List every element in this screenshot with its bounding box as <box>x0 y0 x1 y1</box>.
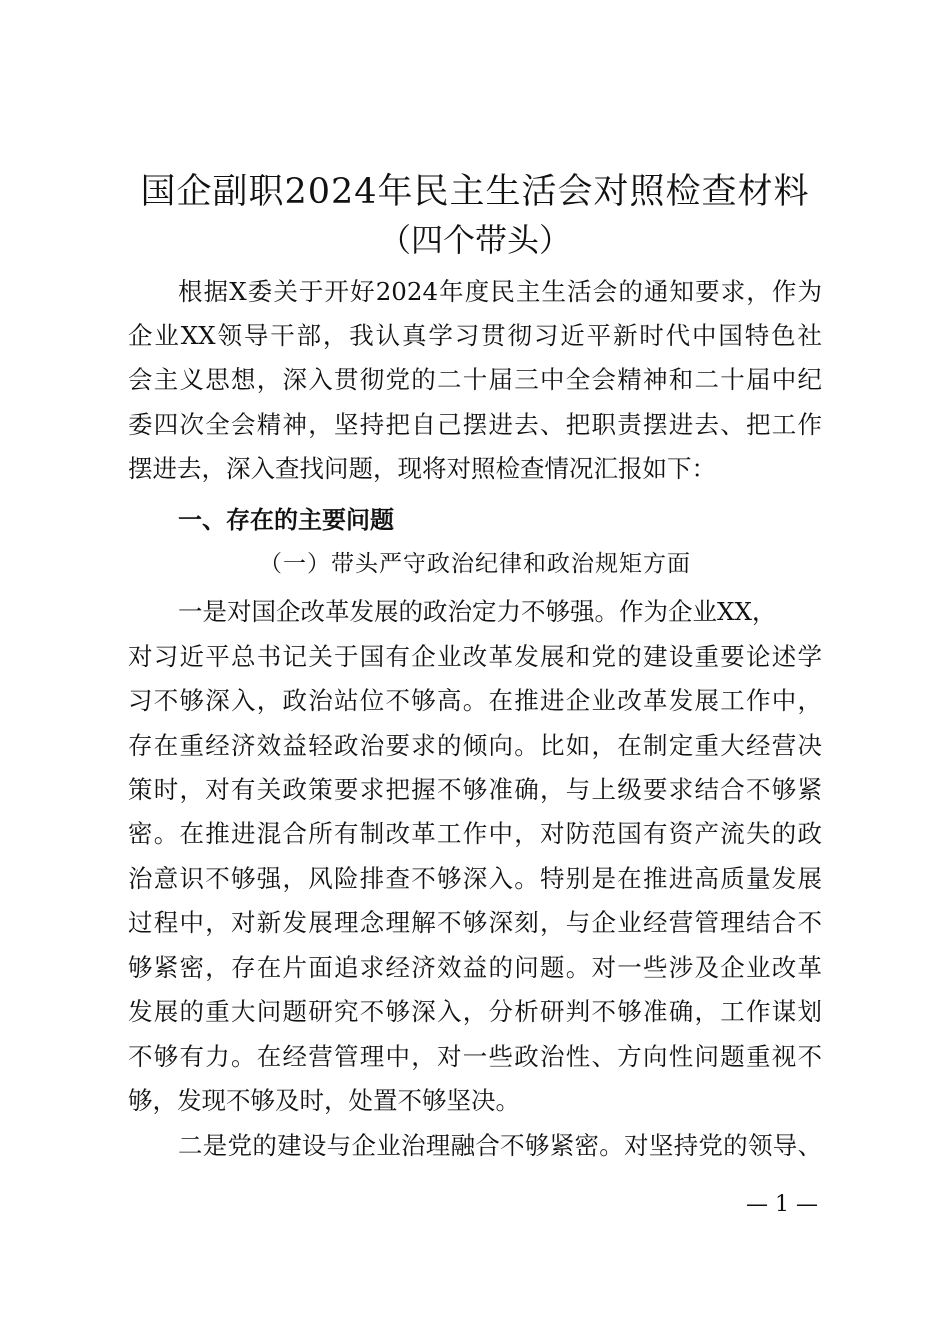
paragraph-line: 存在重经济效益轻政治要求的倾向。比如，在制定重大经营决 <box>128 731 822 760</box>
paragraph-line: 过程中，对新发展理念理解不够深刻，与企业经营管理结合不 <box>128 908 822 937</box>
intro-line: 会主义思想，深入贯彻党的二十届三中全会精神和二十届中纪 <box>128 365 822 394</box>
paragraph-line: 治意识不够强，风险排查不够深入。特别是在推进高质量发展 <box>128 864 822 893</box>
paragraph-line: 发展的重大问题研究不够深入，分析研判不够准确，工作谋划 <box>128 997 822 1026</box>
subsection-heading: （一）带头严守政治纪律和政治规矩方面 <box>259 551 691 577</box>
intro-line: 委四次全会精神，坚持把自己摆进去、把职责摆进去、把工作 <box>128 410 822 439</box>
intro-line: 根据X委关于开好2024年度民主生活会的通知要求，作为 <box>178 277 822 306</box>
section-heading: 一、存在的主要问题 <box>178 506 394 534</box>
paragraph-line: 够紧密，存在片面追求经济效益的问题。对一些涉及企业改革 <box>128 953 822 982</box>
intro-line: 摆进去，深入查找问题，现将对照检查情况汇报如下： <box>128 454 716 483</box>
document-title: 国企副职2024年民主生活会对照检查材料 <box>140 172 810 212</box>
page-number: — 1 — <box>746 1192 818 1217</box>
intro-line: 企业XX领导干部，我认真学习贯彻习近平新时代中国特色社 <box>128 321 822 350</box>
paragraph-line: 二是党的建设与企业治理融合不够紧密。对坚持党的领导、 <box>178 1131 822 1160</box>
paragraph-line: 习不够深入，政治站位不够高。在推进企业改革发展工作中， <box>128 686 822 715</box>
document-subtitle: （四个带头） <box>378 221 571 259</box>
paragraph-line: 一是对国企改革发展的政治定力不够强。作为企业XX， <box>178 597 777 626</box>
paragraph-line: 不够有力。在经营管理中，对一些政治性、方向性问题重视不 <box>128 1042 822 1071</box>
paragraph-line: 对习近平总书记关于国有企业改革发展和党的建设重要论述学 <box>128 642 822 671</box>
paragraph-line: 够，发现不够及时，处置不够坚决。 <box>128 1086 520 1115</box>
paragraph-line: 策时，对有关政策要求把握不够准确，与上级要求结合不够紧 <box>128 775 822 804</box>
paragraph-line: 密。在推进混合所有制改革工作中，对防范国有资产流失的政 <box>128 819 822 848</box>
